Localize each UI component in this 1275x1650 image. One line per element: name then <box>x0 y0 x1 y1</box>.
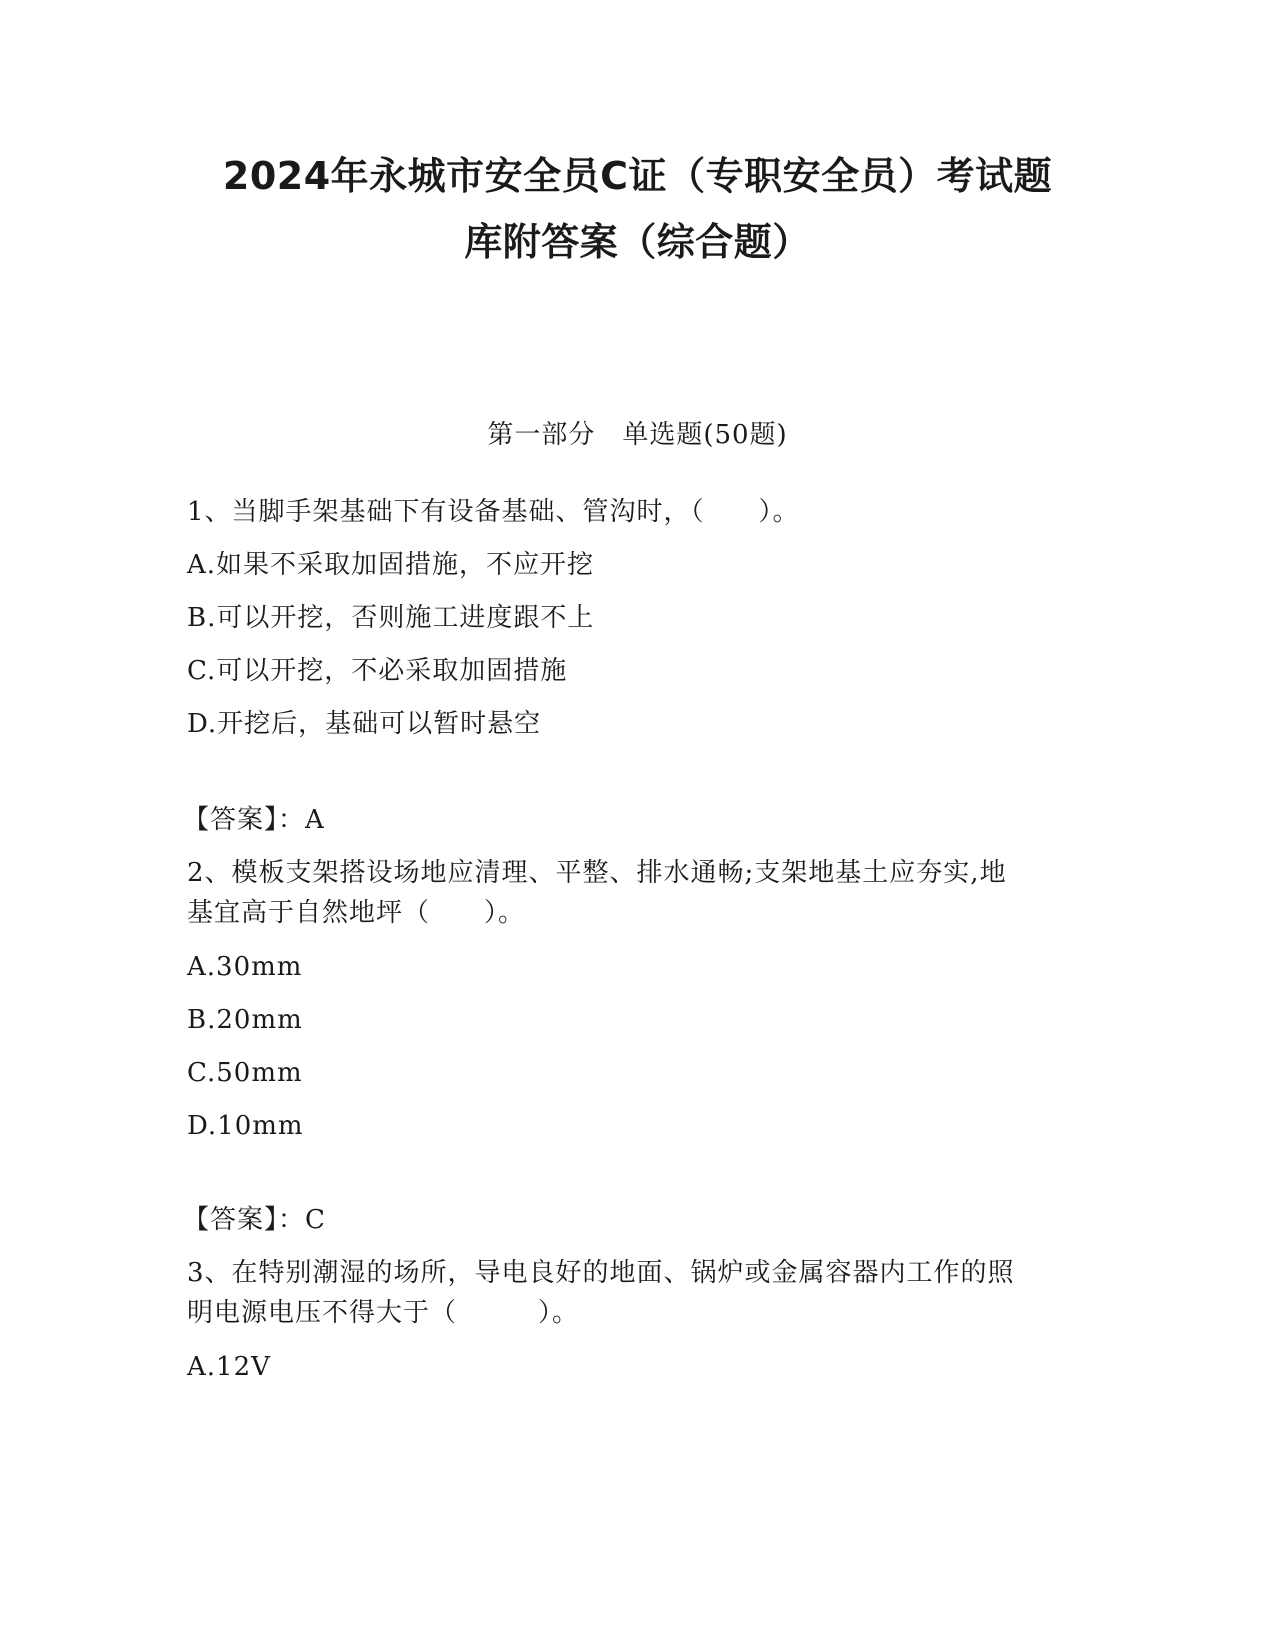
question-2-option-d: D.10mm <box>187 1111 304 1141</box>
question-1-option-d: D.开挖后，基础可以暂时悬空 <box>187 709 542 739</box>
question-2-option-a: A.30mm <box>187 952 303 982</box>
section-heading: 第一部分 单选题(50题) <box>487 420 788 450</box>
question-1-stem: 1、当脚手架基础下有设备基础、管沟时，（ ）。 <box>187 497 800 527</box>
question-3-option-a: A.12V <box>187 1352 271 1382</box>
question-1-answer: 【答案】：A <box>183 805 325 835</box>
title-line-2: 库附答案（综合题） <box>464 220 811 264</box>
question-2-option-c: C.50mm <box>187 1058 303 1088</box>
question-1-option-b: B.可以开挖，否则施工进度跟不上 <box>187 603 595 633</box>
question-2-answer: 【答案】：C <box>183 1205 326 1235</box>
question-3-stem-line-1: 3、在特别潮湿的场所，导电良好的地面、锅炉或金属容器内工作的照 <box>187 1258 1015 1288</box>
title-line-1: 2024年永城市安全员C证（专职安全员）考试题 <box>222 154 1053 198</box>
question-1-option-c: C.可以开挖，不必采取加固措施 <box>187 656 568 686</box>
document-title <box>160 143 1115 275</box>
question-2-stem-line-1: 2、模板支架搭设场地应清理、平整、排水通畅;支架地基土应夯实,地 <box>187 858 1007 888</box>
question-1-option-a: A.如果不采取加固措施，不应开挖 <box>187 550 595 580</box>
question-2-option-b: B.20mm <box>187 1005 303 1035</box>
question-2-stem-line-2: 基宜高于自然地坪（ ）。 <box>187 898 526 928</box>
question-3-stem-line-2: 明电源电压不得大于（ ）。 <box>187 1298 580 1328</box>
